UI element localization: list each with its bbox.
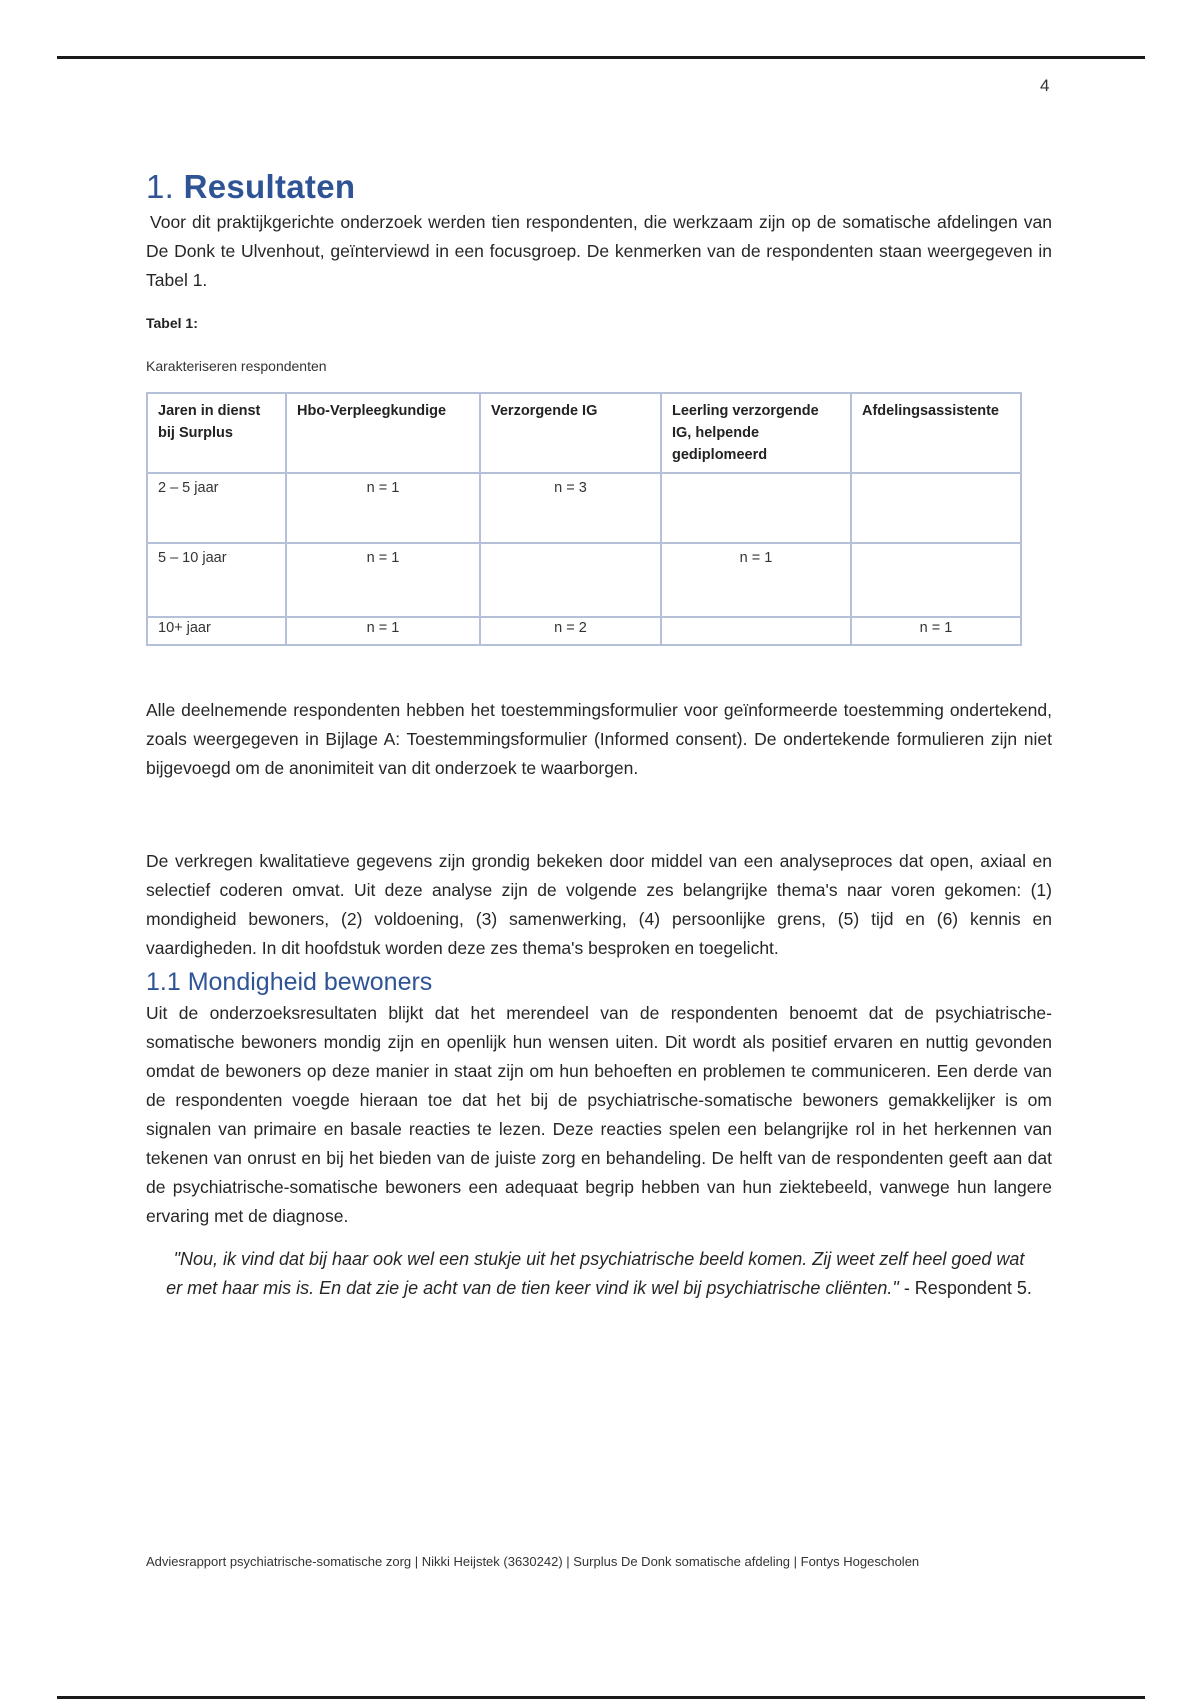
table-header-cell: Jaren in dienst bij Surplus [147, 393, 286, 473]
table-cell: n = 3 [480, 473, 661, 543]
respondents-table [146, 392, 1022, 646]
table-cell: n = 1 [661, 543, 851, 617]
table-header-cell: Verzorgende IG [480, 393, 661, 473]
table-cell [851, 473, 1021, 543]
table-row [147, 543, 1021, 617]
respondent-quote [146, 1245, 1052, 1303]
section-paragraph: Uit de onderzoeksresultaten blijkt dat het merendeel van de respondenten benoemt dat de psychiatrische-somatische bewoners mondig zijn en openlijk hun wensen uiten. Dit wordt als positief ervaren en nuttig gevonden omdat de bewoners op deze manier in staat zijn om hun behoeften en problemen te communiceren. Een derde van de respondenten voegde hieraan toe dat het bij de psychiatrische-somatische bewoners gemakkelijker is om signalen van primaire en basale reacties te lezen. Deze reacties spelen een belangrijke rol in het herkennen van tekenen van onrust en bij het bieden van de juiste zorg en behandeling. De helft van de respondenten geeft aan dat de psychiatrische-somatische bewoners een adequaat begrip hebben van hun ziektebeeld, vanwege hun langere ervaring met de diagnose. [146, 1003, 1052, 1226]
page-footer: Adviesrapport psychiatrische-somatische zorg | Nikki Heijstek (3630242) | Surplus De Donk somatische afdeling | Fontys Hogescholen [146, 1554, 920, 1569]
table-row [147, 473, 1021, 543]
table-caption: Karakteriseren respondenten [146, 358, 327, 374]
table-cell [661, 617, 851, 645]
quote-text: "Nou, ik vind dat bij haar ook wel een stukje uit het psychiatrische beeld komen. Zij weet zelf heel goed wat er met haar mis is. En dat zie je acht van de tien keer vind ik wel bij psychiatrische cliënten." [166, 1249, 1025, 1298]
table-cell: n = 1 [286, 617, 480, 645]
table-cell: 5 – 10 jaar [147, 543, 286, 617]
quote-source: - Respondent 5. [898, 1278, 1032, 1298]
chapter-heading [146, 168, 1052, 206]
table-label: Tabel 1: [146, 315, 198, 331]
table-header-cell: Hbo-Verpleegkundige [286, 393, 480, 473]
table-header-cell: Afdelingsassistente [851, 393, 1021, 473]
table-header-cell: Leerling verzorgende IG, helpende gediplomeerd [661, 393, 851, 473]
chapter-number: 1. [146, 168, 175, 205]
chapter-title: Resultaten [183, 168, 356, 205]
table-cell [480, 543, 661, 617]
analysis-paragraph: De verkregen kwalitatieve gegevens zijn grondig bekeken door middel van een analyseproces dat open, axiaal en selectief coderen omvat. Uit deze analyse zijn de volgende zes belangrijke thema's naar voren gekomen: (1) mondigheid bewoners, (2) voldoening, (3) samenwerking, (4) persoonlijke grens, (5) tijd en (6) kennis en vaardigheden. In dit hoofdstuk worden deze zes thema's besproken en toegelicht. [146, 851, 1052, 958]
table-cell: n = 1 [851, 617, 1021, 645]
table-cell: n = 2 [480, 617, 661, 645]
header-rule [57, 56, 1145, 59]
consent-paragraph: Alle deelnemende respondenten hebben het toestemmingsformulier voor geïnformeerde toestemming ondertekend, zoals weergegeven in Bijlage A: Toestemmingsformulier (Informed consent). De ondertekende formulieren zijn niet bijgevoegd om de anonimiteit van dit onderzoek te waarborgen. [146, 700, 1052, 778]
page-number: 4 [1040, 76, 1050, 95]
table-cell: 2 – 5 jaar [147, 473, 286, 543]
section-heading: 1.1 Mondigheid bewoners [146, 968, 433, 996]
table-header-row [147, 393, 1021, 473]
footer-rule [57, 1696, 1145, 1699]
intro-paragraph: Voor dit praktijkgerichte onderzoek werden tien respondenten, die werkzaam zijn op de somatische afdelingen van De Donk te Ulvenhout, geïnterviewd in een focusgroep. De kenmerken van de respondenten staan weergegeven in Tabel 1. [146, 212, 1052, 290]
table-cell: n = 1 [286, 473, 480, 543]
table-row [147, 617, 1021, 645]
table-cell [661, 473, 851, 543]
table-cell: n = 1 [286, 543, 480, 617]
table-cell [851, 543, 1021, 617]
table-cell: 10+ jaar [147, 617, 286, 645]
page-content [146, 168, 1052, 1303]
